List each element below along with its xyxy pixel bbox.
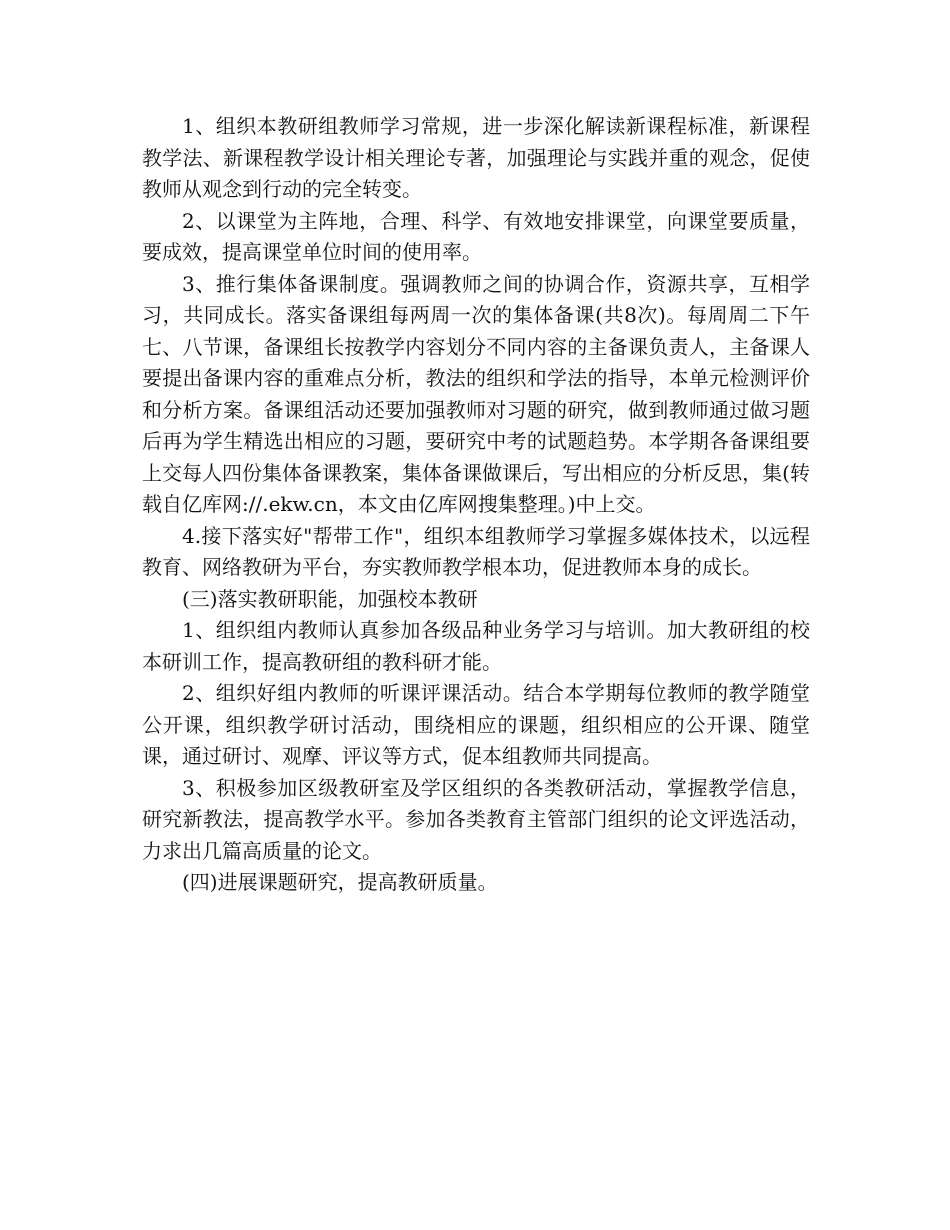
section-heading-3: (三)落实教研职能，加强校本教研 <box>182 586 478 611</box>
paragraph-6: 2、组织好组内教师的听课评课活动。结合本学期每位教师的教学随堂公开课，组织教学研讨活动，围绕相应的课题，组织相应的公开课、随堂课，通过研讨、观摩、评议等方式，促本组教师共同提高。 <box>142 681 810 768</box>
paragraph-2: 2、以课堂为主阵地，合理、科学、有效地安排课堂，向课堂要质量，要成效，提高课堂单位时间的使用率。 <box>142 208 810 264</box>
paragraph-7: 3、积极参加区级教研室及学区组织的各类教研活动，掌握教学信息，研究新教法，提高教学水平。参加各类教育主管部门组织的论文评选活动，力求出几篇高质量的论文。 <box>142 775 810 863</box>
section-heading-4: (四)进展课题研究，提高教研质量。 <box>182 870 498 894</box>
paragraph-5: 1、组织组内教师认真参加各级品种业务学习与培训。加大教研组的校本研训工作，提高教研组的教科研才能。 <box>142 618 810 674</box>
paragraph-4: 4.接下落实好"帮带工作"，组织本组教师学习掌握多媒体技术，以远程教育、网络教研为平台，夯实教师教学根本功，促进教师本身的成长。 <box>142 523 810 579</box>
document-body <box>142 111 810 899</box>
paragraph-1: 1、组织本教研组教师学习常规，进一步深化解读新课程标准，新课程教学法、新课程教学设计相关理论专著，加强理论与实践并重的观念，促使教师从观念到行动的完全转变。 <box>142 114 810 201</box>
paragraph-3: 3、推行集体备课制度。强调教师之间的协调合作，资源共享，互相学习，共同成长。落实备课组每两周一次的集体备课(共8次)。每周周二下午七、八节课，备课组长按教学内容划分不同内容的主备课负责人，主备课人要提出备课内容的重难点分析，教法的组织和学法的指导，本单元检测评价和分析方案。备课组活动还要加强教师对习题的研究，做到教师通过做习题后再为学生精选出相应的习题，要研究中考的试题趋势。本学期各备课组要上交每人四份集体备课教案，集体备课做课后，写出相应的分析反思，集(转载自亿库网://.ekw.cn，本文由亿库网搜集整理。)中上交。 <box>142 271 810 516</box>
